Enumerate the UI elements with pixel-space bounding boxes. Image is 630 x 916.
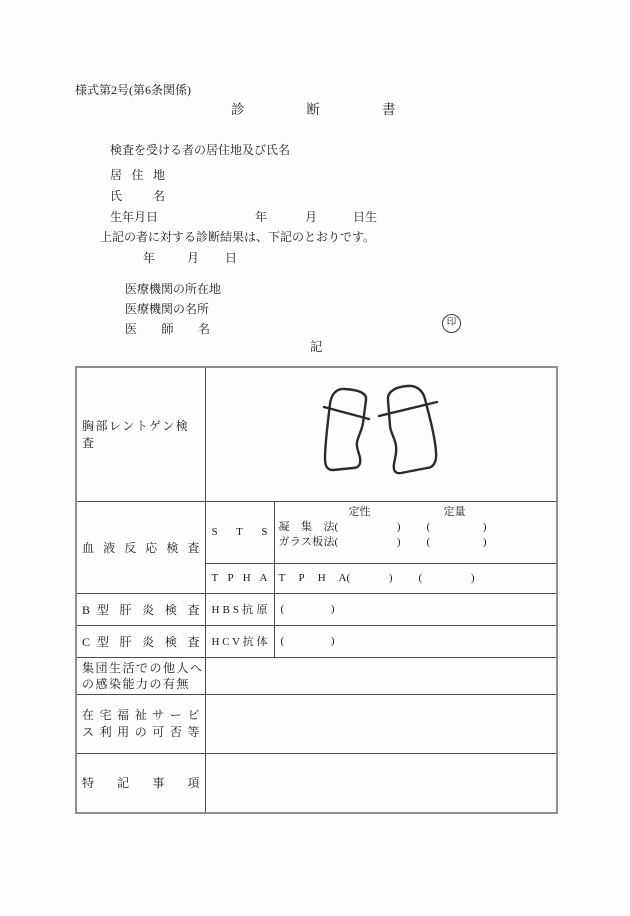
hep-b-label: B 型 肝 炎 検 査 [82, 602, 200, 617]
hepatitis-b-row [76, 593, 557, 625]
clinic-address-label: 医療機関の所在地 [125, 282, 222, 296]
xray-label: 胸部レントゲン検査 [82, 419, 190, 451]
infection-entry-cell [205, 657, 557, 694]
birth-month-label: 月 [305, 210, 318, 224]
hbs-antigen-cell [205, 593, 274, 625]
hep-c-label: C 型 肝 炎 検 査 [82, 634, 200, 649]
tpha-method-label: T P H A [278, 572, 347, 584]
blood-label-cell [76, 501, 205, 593]
left-clavicle-line [324, 407, 369, 419]
doctor-name-label: 医 師 名 [125, 322, 210, 336]
infection-label-line2: の感染能力の有無 [82, 676, 191, 691]
lung-diagram-drawing [322, 384, 446, 480]
hepatitis-c-row [76, 625, 557, 657]
quantitative-header: 定量 [443, 505, 466, 518]
name-label: 氏 名 [110, 189, 165, 203]
welfare-row [76, 694, 557, 753]
tpha-values-cell [274, 563, 557, 593]
glass-plate-line [279, 535, 487, 549]
hcv-antibody-label: H C V 抗 体 [211, 636, 268, 648]
agglutination-qualitative-blank: ( ) [334, 520, 401, 533]
hep-b-label-cell [76, 593, 205, 625]
hep-b-value-blank: ( ) [280, 603, 335, 615]
hep-c-value-cell [274, 625, 557, 657]
clinic-name-label: 医療機関の名所 [125, 302, 210, 316]
agglutination-method-label: 凝 集 法 [278, 520, 335, 533]
infection-label-line1: 集団生活での他人へ [82, 660, 204, 675]
seal-stamp-icon: 印 [442, 314, 461, 333]
name-row [110, 189, 165, 204]
welfare-label-line1: 在 宅 福 祉 サ ー ビ [82, 707, 200, 722]
special-notes-label-cell [76, 753, 205, 813]
welfare-label-line2: ス 利 用 の 可 否 等 [82, 724, 200, 739]
glass-plate-quantitative-blank: ( ) [426, 535, 487, 548]
blood-sts-row [76, 501, 557, 563]
agglutination-quantitative-blank: ( ) [426, 520, 487, 533]
sts-row-label: S T S [211, 526, 268, 538]
sts-values-cell [274, 501, 557, 563]
welfare-entry-cell [205, 694, 557, 753]
issue-year-label: 年 [143, 251, 156, 265]
tpha-row-label: T P H A [211, 572, 268, 584]
xray-label-cell [76, 367, 205, 501]
birthdate-label: 生年月日 [110, 210, 159, 224]
hep-b-value-cell [274, 593, 557, 625]
qualitative-header: 定性 [348, 505, 371, 518]
hep-c-value-blank: ( ) [280, 635, 335, 647]
xray-entry-cell [205, 367, 557, 501]
diagnosis-table [75, 366, 558, 814]
special-notes-label: 特 記 事 項 [82, 776, 200, 791]
issue-month-label: 月 [187, 251, 200, 265]
special-notes-entry-cell [205, 753, 557, 813]
page-title: 診断書 [231, 102, 458, 117]
hbs-antigen-label: H B S 抗 原 [211, 604, 268, 616]
sts-label-cell [205, 501, 274, 563]
tpha-line [275, 572, 557, 584]
birth-year-label: 年 [255, 210, 268, 224]
hep-c-label-cell [76, 625, 205, 657]
tpha-qualitative-blank: ( ) [346, 572, 393, 584]
residence-row [110, 168, 165, 183]
result-statement: 上記の者に対する診断結果は、下記のとおりです。 [100, 230, 376, 244]
glass-plate-qualitative-blank: ( ) [334, 535, 401, 548]
form-number: 様式第2号(第6条関係) [75, 83, 191, 97]
blood-label: 血 液 反 応 検 査 [82, 540, 200, 555]
left-lung-outline [325, 389, 366, 470]
xray-row [76, 367, 557, 501]
tpha-label-cell [205, 563, 274, 593]
tpha-quantitative-blank: ( ) [418, 572, 475, 584]
infection-label-cell [76, 657, 205, 694]
doctor-name-row [125, 322, 210, 337]
subject-intro: 検査を受ける者の居住地及び氏名 [110, 143, 291, 157]
issue-day-label: 日 [225, 251, 238, 265]
birth-day-label: 日生 [353, 210, 378, 224]
hcv-antibody-cell [205, 625, 274, 657]
glass-plate-method-label: ガラス板法 [278, 535, 335, 548]
special-notes-row [76, 753, 557, 813]
residence-label: 居 住 地 [110, 168, 165, 182]
agglutination-line [279, 520, 487, 534]
welfare-label-cell [76, 694, 205, 753]
notes-heading: 記 [310, 340, 323, 354]
infection-row [76, 657, 557, 694]
right-lung-outline [387, 386, 435, 473]
